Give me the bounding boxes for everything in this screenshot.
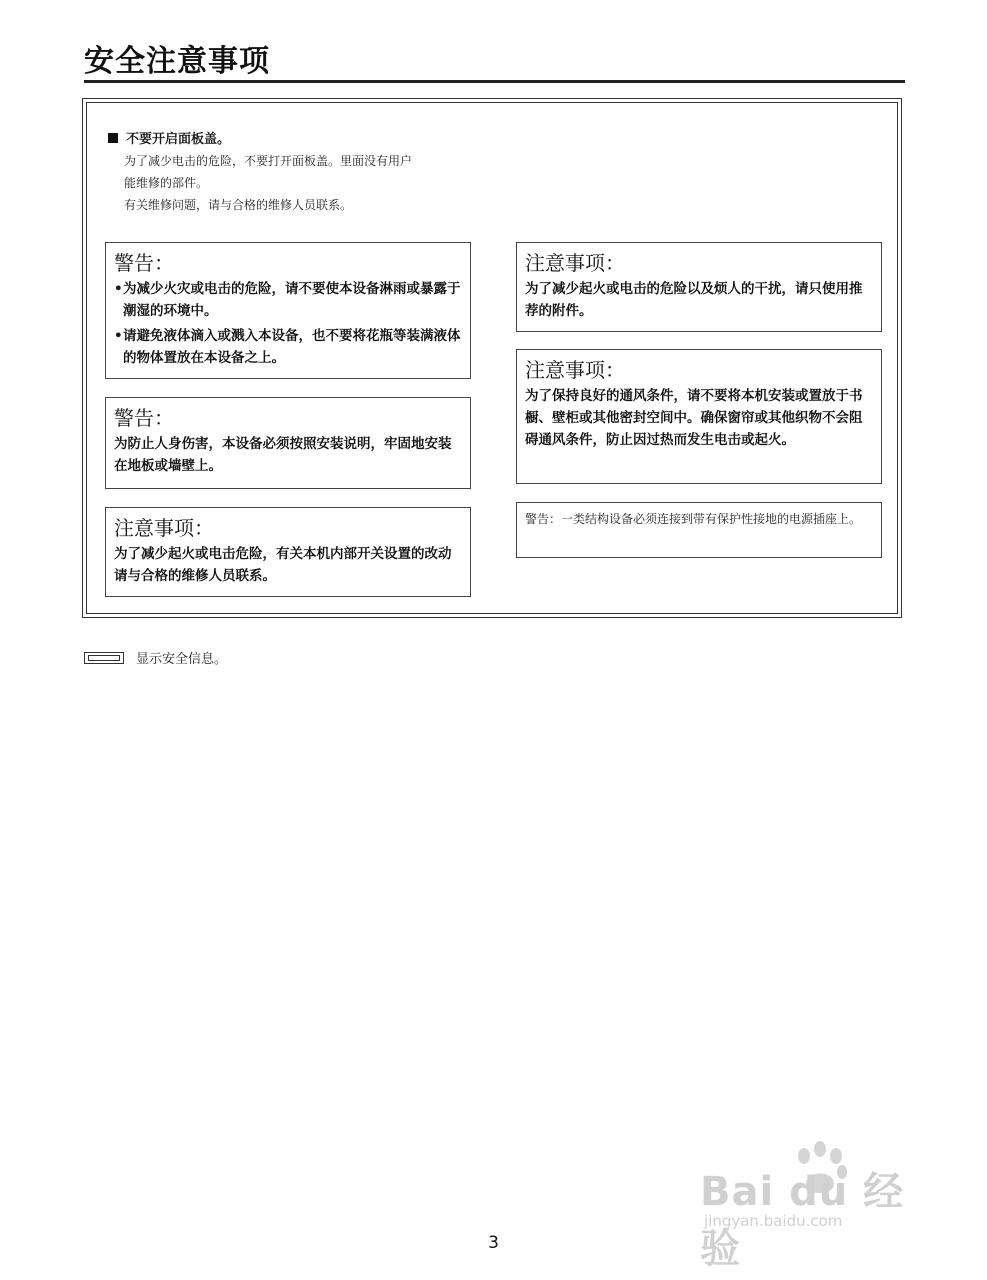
warning-box-grounding bbox=[516, 502, 882, 558]
box-title: 注意事项： bbox=[114, 516, 214, 540]
intro-heading-row bbox=[108, 128, 528, 147]
intro-lines bbox=[108, 150, 528, 216]
bullet-dot-icon: • bbox=[114, 281, 123, 297]
caution-box-ventilation bbox=[516, 349, 882, 484]
warning-box-liquid bbox=[105, 242, 471, 379]
box-text: 为防止人身伤害，本设备必须按照安装说明，牢固地安装在地板或墙壁上。 bbox=[114, 436, 452, 474]
intro-section bbox=[108, 128, 528, 216]
intro-heading: 不要开启面板盖。 bbox=[126, 132, 231, 147]
box-text: 为了减少起火或电击的危险以及烦人的干扰，请只使用推荐的附件。 bbox=[525, 281, 863, 319]
intro-line: 为了减少电击的危险，不要打开面板盖。里面没有用户 bbox=[124, 154, 413, 168]
watermark bbox=[700, 1140, 930, 1272]
square-bullet-icon bbox=[108, 133, 118, 143]
caution-box-accessories bbox=[516, 242, 882, 332]
box-title: 注意事项： bbox=[525, 358, 625, 382]
box-text: 为了保持良好的通风条件，请不要将本机安装或置放于书橱、壁柜或其他密封空间中。确保窗帘或其他织物不会阻碍通风条件，防止因过热而发生电击或起火。 bbox=[525, 388, 863, 448]
box-text: 警告：一类结构设备必须连接到带有保护性接地的电源插座上。 bbox=[525, 512, 862, 526]
caution-box-switch bbox=[105, 507, 471, 597]
watermark-brand: Bai du 经验 bbox=[700, 1169, 905, 1272]
box-title: 警告： bbox=[114, 251, 174, 275]
page-number: 3 bbox=[488, 1233, 499, 1253]
bullet-item bbox=[114, 278, 462, 325]
box-title: 注意事项： bbox=[525, 251, 625, 275]
safety-info-symbol-icon bbox=[84, 652, 124, 664]
legend-text: 显示安全信息。 bbox=[136, 652, 228, 667]
watermark-url: jingyan.baidu.com bbox=[704, 1212, 843, 1230]
bullet-dot-icon: • bbox=[114, 328, 123, 344]
warning-box-mounting bbox=[105, 397, 471, 489]
bullet-text: 请避免液体滴入或溅入本设备，也不要将花瓶等装满液体的物体置放在本设备之上。 bbox=[123, 328, 461, 366]
bullet-item bbox=[114, 325, 462, 369]
bullet-text: 为减少火灾或电击的危险，请不要使本设备淋雨或暴露于潮湿的环境中。 bbox=[123, 281, 461, 319]
title-rule bbox=[84, 80, 905, 83]
legend bbox=[84, 648, 227, 667]
box-text: 为了减少起火或电击危险，有关本机内部开关设置的改动请与合格的维修人员联系。 bbox=[114, 546, 452, 584]
page-title: 安全注意事项 bbox=[84, 44, 270, 79]
intro-line: 能维修的部件。 bbox=[124, 176, 209, 190]
intro-line: 有关维修问题，请与合格的维修人员联系。 bbox=[124, 198, 353, 212]
box-title: 警告： bbox=[114, 406, 174, 430]
